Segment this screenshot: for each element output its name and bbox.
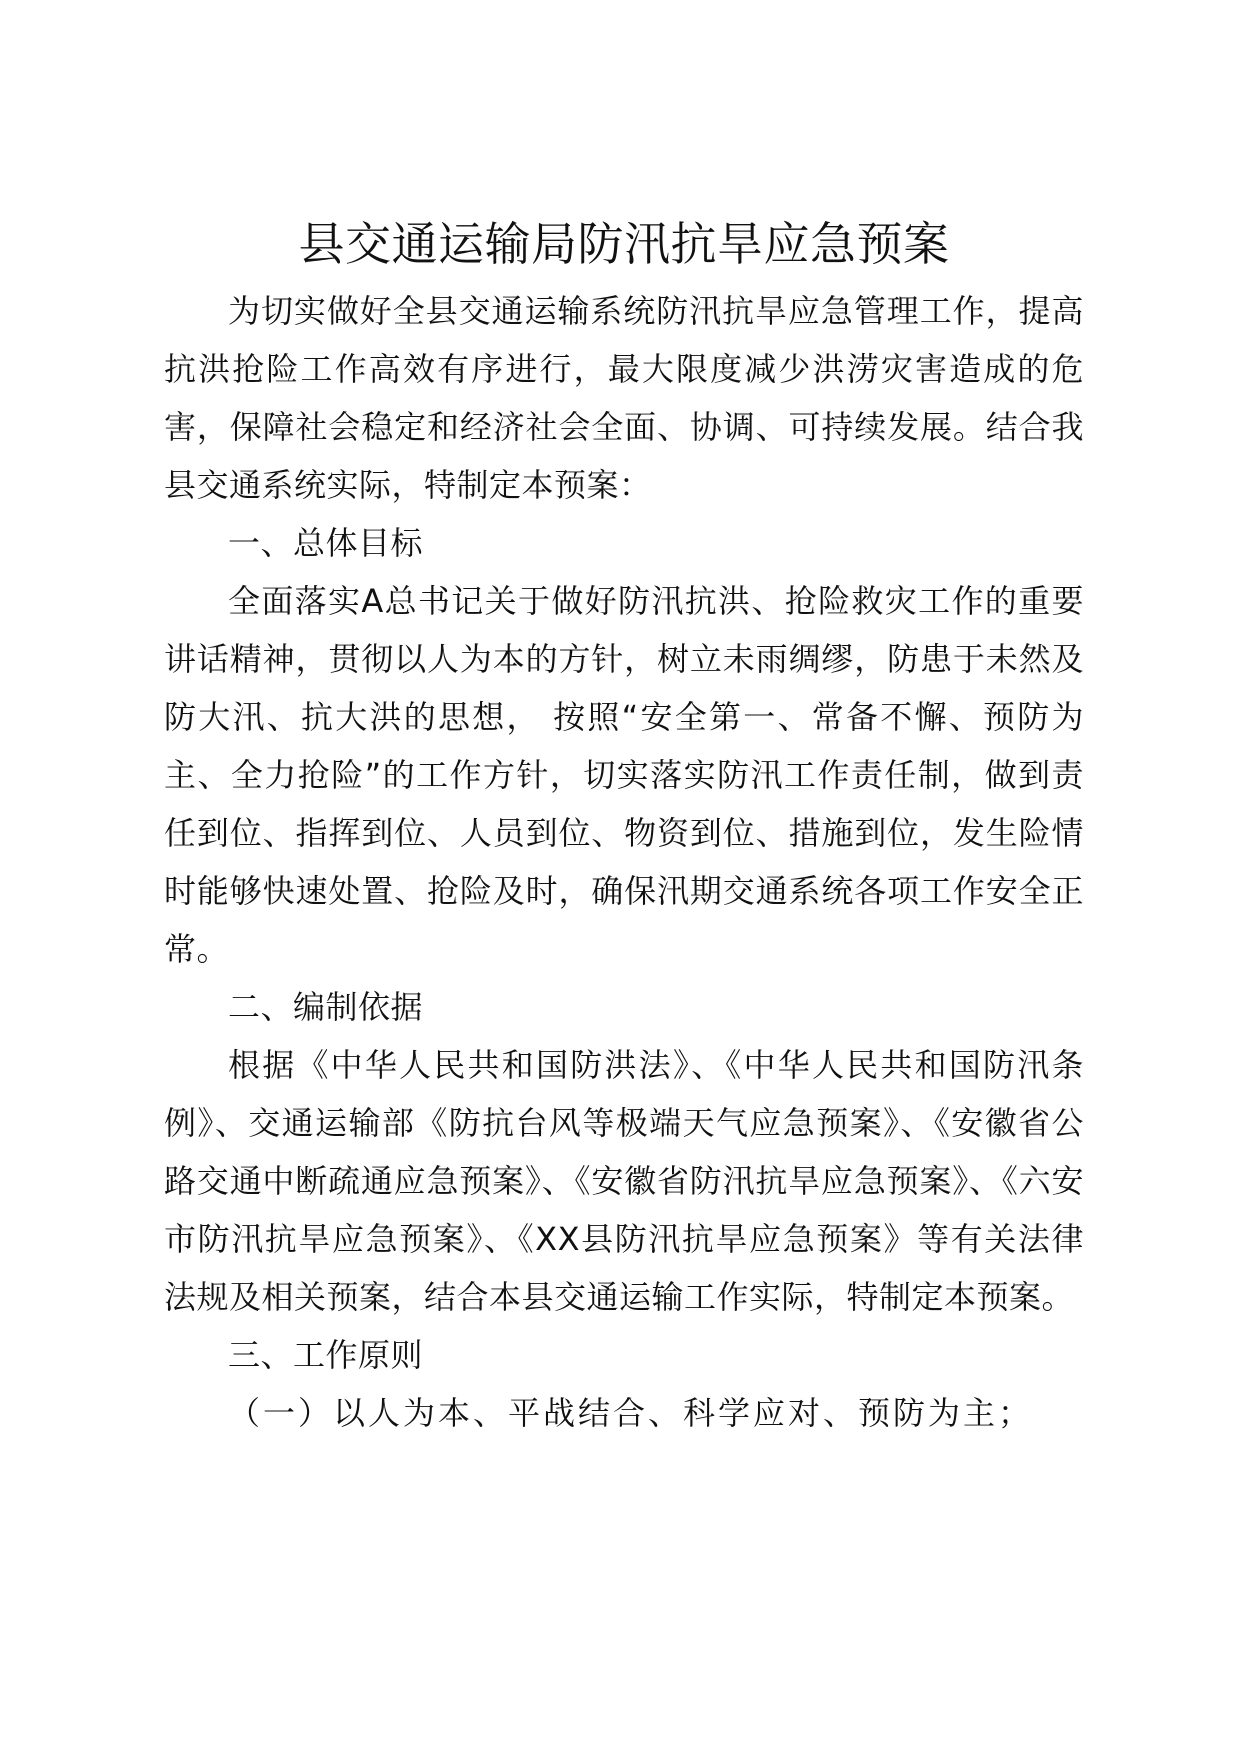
section-heading-basis: 二、编制依据 — [228, 988, 424, 1026]
document-title: 县交通运输局防汛抗旱应急预案 — [298, 217, 950, 271]
document-content — [164, 214, 1084, 1442]
principle-item-1: （一）以人为本、平战结合、科学应对、预防为主； — [228, 1394, 1034, 1432]
section-heading-principles: 三、工作原则 — [228, 1336, 424, 1374]
intro-paragraph: 为切实做好全县交通运输系统防汛抗旱应急管理工作，提高抗洪抢险工作高效有序进行，最大限度减少洪涝灾害造成的危害，保障社会稳定和经济社会全面、协调、可持续发展。结合我县交通系统实际，特制定本预案： — [164, 292, 1084, 504]
section-body-basis: 根据《中华人民共和国防洪法》、《中华人民共和国防汛条例》、交通运输部《防抗台风等极端天气应急预案》、《安徽省公路交通中断疏通应急预案》、《安徽省防汛抗旱应急预案》、《六安市防汛抗旱应急预案》、《XX县防汛抗旱应急预案》等有关法律法规及相关预案，结合本县交通运输工作实际，特制定本预案。 — [164, 1046, 1084, 1316]
section-heading-goals: 一、总体目标 — [228, 524, 424, 562]
section-body-goals: 全面落实A总书记关于做好防汛抗洪、抢险救灾工作的重要讲话精神，贯彻以人为本的方针，树立未雨绸缪，防患于未然及防大汛、抗大洪的思想， 按照“安全第一、常备不懈、预防为主、全力抢险”的工作方针，切实落实防汛工作责任制，做到责任到位、指挥到位、人员到位、物资到位、措施到位，发生险情时能够快速处置、抢险及时，确保汛期交通系统各项工作安全正常。 — [164, 582, 1084, 968]
